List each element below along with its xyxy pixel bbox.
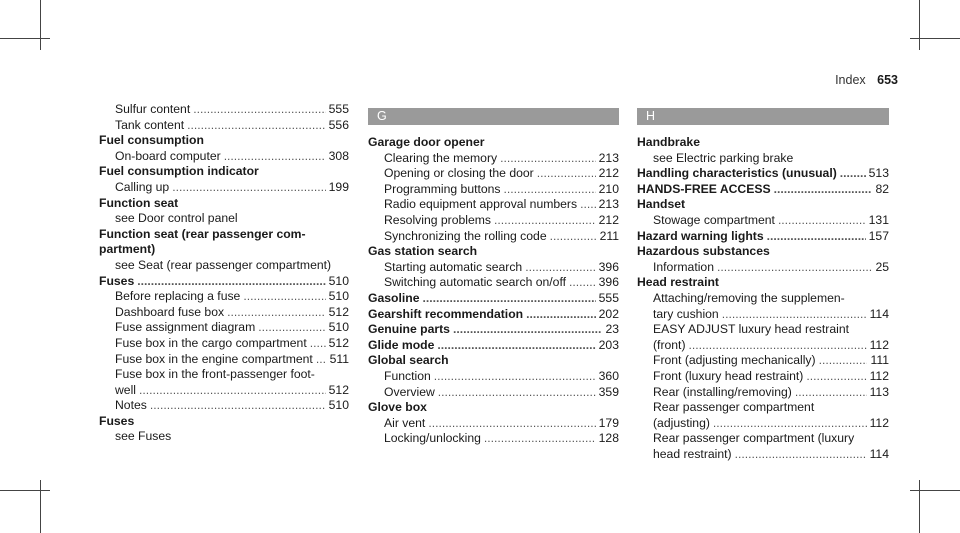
page-reference: 512 bbox=[328, 304, 349, 319]
index-entry[interactable] bbox=[637, 213, 889, 229]
entry-text: Dashboard fuse box bbox=[115, 304, 225, 319]
index-heading-entry[interactable] bbox=[368, 307, 619, 323]
page-reference: 112 bbox=[869, 337, 889, 352]
index-entry[interactable] bbox=[368, 151, 619, 167]
leader-dots bbox=[139, 383, 326, 399]
leader-dots bbox=[316, 352, 327, 368]
page-reference: 114 bbox=[869, 446, 889, 461]
entry-text: Fuses bbox=[99, 273, 135, 288]
index-heading-entry[interactable] bbox=[368, 338, 619, 354]
index-heading: Fuel consumption bbox=[99, 133, 204, 148]
index-heading: Glove box bbox=[368, 400, 427, 415]
index-entry[interactable] bbox=[368, 229, 619, 245]
page-reference: 25 bbox=[875, 259, 889, 274]
page-reference: 212 bbox=[598, 166, 619, 181]
entry-text: Resolving problems bbox=[384, 212, 492, 227]
index-heading: partment) bbox=[99, 242, 156, 257]
index-entry[interactable] bbox=[368, 385, 619, 401]
entry-text: Starting automatic search bbox=[384, 259, 523, 274]
entry-text: Genuine parts bbox=[368, 322, 450, 337]
index-entry[interactable] bbox=[99, 352, 349, 368]
leader-dots bbox=[150, 398, 326, 414]
entry-text: Rear (installing/removing) bbox=[653, 384, 792, 399]
index-heading: Head restraint bbox=[637, 275, 719, 290]
crop-mark bbox=[0, 38, 50, 39]
index-entry[interactable] bbox=[637, 338, 889, 354]
entry-text: Handling characteristics (unusual) bbox=[637, 166, 837, 181]
index-heading-entry[interactable] bbox=[368, 322, 619, 338]
index-heading: Fuel consumption indicator bbox=[99, 164, 259, 179]
entry-text: Programming buttons bbox=[384, 181, 501, 196]
page-reference: 112 bbox=[869, 415, 889, 430]
leader-dots bbox=[717, 260, 872, 276]
leader-dots bbox=[258, 320, 325, 336]
leader-dots bbox=[722, 307, 867, 323]
index-entry[interactable] bbox=[368, 166, 619, 182]
index-entry[interactable] bbox=[368, 197, 619, 213]
entry-text: Tank content bbox=[115, 117, 185, 132]
page-reference: 213 bbox=[598, 150, 619, 165]
crop-mark bbox=[40, 480, 41, 533]
leader-dots bbox=[735, 447, 867, 463]
page-reference: 555 bbox=[598, 290, 619, 305]
entry-text: Sulfur content bbox=[115, 102, 191, 116]
index-heading-entry[interactable] bbox=[637, 229, 889, 245]
leader-dots bbox=[569, 275, 596, 291]
page-reference: 179 bbox=[598, 415, 619, 430]
section-letter-bar: H bbox=[637, 108, 889, 125]
leader-dots bbox=[713, 416, 867, 432]
index-entry[interactable] bbox=[637, 447, 889, 463]
page-reference: 157 bbox=[868, 228, 889, 243]
entry-text: Fuse box in the engine compartment bbox=[115, 351, 313, 366]
leader-dots bbox=[310, 336, 326, 352]
page-reference: 360 bbox=[598, 368, 619, 383]
index-entry[interactable] bbox=[99, 149, 349, 165]
entry-text: Locking/unlocking bbox=[384, 431, 481, 446]
page-header bbox=[835, 73, 898, 87]
entry-text: Notes bbox=[115, 398, 147, 413]
crop-mark bbox=[40, 0, 41, 50]
page-reference: 359 bbox=[598, 384, 619, 399]
page-reference: 510 bbox=[328, 398, 349, 413]
index-column-1 bbox=[99, 102, 349, 445]
page-reference: 511 bbox=[329, 351, 349, 366]
page-reference: 203 bbox=[598, 337, 619, 352]
leader-dots bbox=[504, 182, 596, 198]
leader-dots bbox=[806, 369, 866, 385]
index-entry[interactable] bbox=[368, 431, 619, 447]
index-entry[interactable] bbox=[637, 260, 889, 276]
entry-text: Synchronizing the rolling code bbox=[384, 228, 547, 243]
leader-dots bbox=[453, 322, 602, 338]
index-column-2 bbox=[368, 102, 619, 447]
leader-dots bbox=[243, 289, 325, 305]
index-heading-entry[interactable] bbox=[637, 166, 889, 182]
page-reference: 210 bbox=[598, 181, 619, 196]
crop-mark bbox=[910, 38, 960, 39]
leader-dots bbox=[137, 274, 325, 290]
entry-text: Air vent bbox=[384, 415, 426, 430]
section-letter-bar: G bbox=[368, 108, 619, 125]
index-heading-entry[interactable] bbox=[99, 274, 349, 290]
leader-dots bbox=[438, 385, 596, 401]
entry-text: Calling up bbox=[115, 179, 170, 194]
index-subentry: Attaching/removing the supplemen- bbox=[653, 290, 845, 305]
entry-text: Fuse box in the cargo compartment bbox=[115, 335, 307, 350]
page-reference: 212 bbox=[598, 212, 619, 227]
entry-text: head restraint) bbox=[653, 446, 732, 461]
entry-text: Opening or closing the door bbox=[384, 166, 534, 181]
page-reference: 213 bbox=[598, 197, 619, 212]
page-reference: 396 bbox=[598, 259, 619, 274]
index-entry[interactable] bbox=[99, 336, 349, 352]
leader-dots bbox=[422, 291, 595, 307]
entry-text: Before replacing a fuse bbox=[115, 289, 241, 304]
index-subentry: Rear passenger compartment bbox=[653, 400, 815, 415]
page-reference: 113 bbox=[869, 384, 889, 399]
leader-dots bbox=[193, 102, 325, 118]
entry-text: Radio equipment approval numbers bbox=[384, 197, 578, 212]
leader-dots bbox=[795, 385, 867, 401]
entry-text: Switching automatic search on/off bbox=[384, 275, 567, 290]
page-reference: 202 bbox=[598, 306, 619, 321]
entry-text: tary cushion bbox=[653, 306, 719, 321]
index-heading: Garage door opener bbox=[368, 135, 485, 149]
leader-dots bbox=[500, 151, 596, 167]
index-entry[interactable] bbox=[637, 353, 889, 369]
index-heading: Function seat bbox=[99, 195, 179, 210]
index-subentry: see Seat (rear passenger compartment) bbox=[115, 257, 332, 272]
index-entry[interactable] bbox=[637, 416, 889, 432]
index-heading: Hazardous substances bbox=[637, 244, 770, 259]
page-reference: 513 bbox=[868, 166, 889, 181]
index-heading-entry[interactable] bbox=[637, 182, 889, 198]
leader-dots bbox=[224, 149, 326, 165]
index-entry[interactable] bbox=[368, 275, 619, 291]
leader-dots bbox=[774, 182, 873, 198]
leader-dots bbox=[187, 118, 326, 134]
index-heading-entry[interactable] bbox=[368, 291, 619, 307]
index-heading: Handset bbox=[637, 197, 686, 212]
index-entry[interactable] bbox=[99, 320, 349, 336]
leader-dots bbox=[494, 213, 596, 229]
page-reference: 510 bbox=[328, 273, 349, 288]
index-heading: Global search bbox=[368, 353, 449, 368]
leader-dots bbox=[172, 180, 325, 196]
page-reference: 199 bbox=[328, 179, 349, 194]
leader-dots bbox=[428, 416, 595, 432]
index-subentry: Rear passenger compartment (luxury bbox=[653, 431, 855, 446]
entry-text: Gearshift recommendation bbox=[368, 306, 524, 321]
page-reference: 512 bbox=[328, 382, 349, 397]
index-entry[interactable] bbox=[99, 180, 349, 196]
page-reference: 111 bbox=[870, 353, 889, 368]
page-reference: 23 bbox=[605, 322, 619, 337]
leader-dots bbox=[525, 260, 595, 276]
index-entry[interactable] bbox=[368, 182, 619, 198]
entry-text: Overview bbox=[384, 384, 435, 399]
index-heading: Fuses bbox=[99, 413, 135, 428]
index-entry[interactable] bbox=[99, 289, 349, 305]
page-reference: 82 bbox=[875, 181, 889, 196]
index-subentry: Fuse box in the front-passenger foot- bbox=[115, 367, 315, 382]
index-entry[interactable] bbox=[99, 118, 349, 134]
entry-text: Stowage compartment bbox=[653, 212, 775, 227]
page-reference: 128 bbox=[598, 431, 619, 446]
page-reference: 211 bbox=[599, 228, 619, 243]
leader-dots bbox=[526, 307, 596, 323]
leader-dots bbox=[778, 213, 866, 229]
leader-dots bbox=[767, 229, 866, 245]
crop-mark bbox=[919, 0, 920, 50]
entry-text: (adjusting) bbox=[653, 415, 710, 430]
index-entry[interactable] bbox=[368, 260, 619, 276]
index-entry[interactable] bbox=[637, 369, 889, 385]
index-entry[interactable] bbox=[368, 213, 619, 229]
page-reference: 308 bbox=[328, 148, 349, 163]
page-reference: 114 bbox=[869, 306, 889, 321]
index-heading: Gas station search bbox=[368, 244, 478, 259]
index-entry[interactable] bbox=[99, 398, 349, 414]
index-entry[interactable] bbox=[368, 369, 619, 385]
page-reference: 396 bbox=[598, 275, 619, 290]
index-entry[interactable] bbox=[99, 383, 349, 399]
index-entry[interactable] bbox=[99, 305, 349, 321]
leader-dots bbox=[537, 166, 596, 182]
crop-mark bbox=[910, 490, 960, 491]
entry-text: Hazard warning lights bbox=[637, 228, 764, 243]
index-heading: Handbrake bbox=[637, 135, 700, 149]
leader-dots bbox=[437, 338, 595, 354]
entry-text: Information bbox=[653, 259, 714, 274]
entry-text: On-board computer bbox=[115, 148, 221, 163]
page-reference: 555 bbox=[328, 102, 349, 116]
leader-dots bbox=[434, 369, 596, 385]
entry-text: (front) bbox=[653, 337, 686, 352]
index-entry[interactable] bbox=[368, 416, 619, 432]
entry-text: HANDS-FREE ACCESS bbox=[637, 181, 771, 196]
entry-text: Front (luxury head restraint) bbox=[653, 368, 804, 383]
index-entry[interactable] bbox=[637, 385, 889, 401]
header-label: Index bbox=[835, 73, 866, 87]
index-heading: Function seat (rear passenger com- bbox=[99, 226, 306, 241]
crop-mark bbox=[919, 480, 920, 533]
index-subentry: see Door control panel bbox=[115, 211, 238, 226]
page-reference: 510 bbox=[328, 320, 349, 335]
index-subentry: see Fuses bbox=[115, 429, 172, 444]
leader-dots bbox=[840, 166, 866, 182]
entry-text: Fuse assignment diagram bbox=[115, 320, 256, 335]
index-column-3 bbox=[637, 102, 889, 462]
index-subentry: EASY ADJUST luxury head restraint bbox=[653, 322, 849, 337]
page-reference: 112 bbox=[869, 368, 889, 383]
entry-text: Clearing the memory bbox=[384, 150, 498, 165]
page-reference: 510 bbox=[328, 289, 349, 304]
entry-text: Front (adjusting mechanically) bbox=[653, 353, 816, 368]
leader-dots bbox=[484, 431, 596, 447]
crop-mark bbox=[0, 490, 50, 491]
page-reference: 556 bbox=[328, 117, 349, 132]
leader-dots bbox=[227, 305, 326, 321]
index-entry[interactable] bbox=[637, 307, 889, 323]
entry-text: Function bbox=[384, 368, 431, 383]
leader-dots bbox=[819, 353, 868, 369]
index-entry[interactable] bbox=[99, 102, 349, 118]
entry-text: Gasoline bbox=[368, 290, 420, 305]
leader-dots bbox=[689, 338, 867, 354]
entry-text: Glide mode bbox=[368, 337, 435, 352]
entry-text: well bbox=[115, 382, 136, 397]
index-subentry: see Electric parking brake bbox=[653, 150, 794, 165]
leader-dots bbox=[580, 197, 596, 213]
page-reference: 131 bbox=[868, 212, 889, 227]
leader-dots bbox=[550, 229, 597, 245]
page-number: 653 bbox=[877, 73, 898, 87]
page-reference: 512 bbox=[328, 335, 349, 350]
